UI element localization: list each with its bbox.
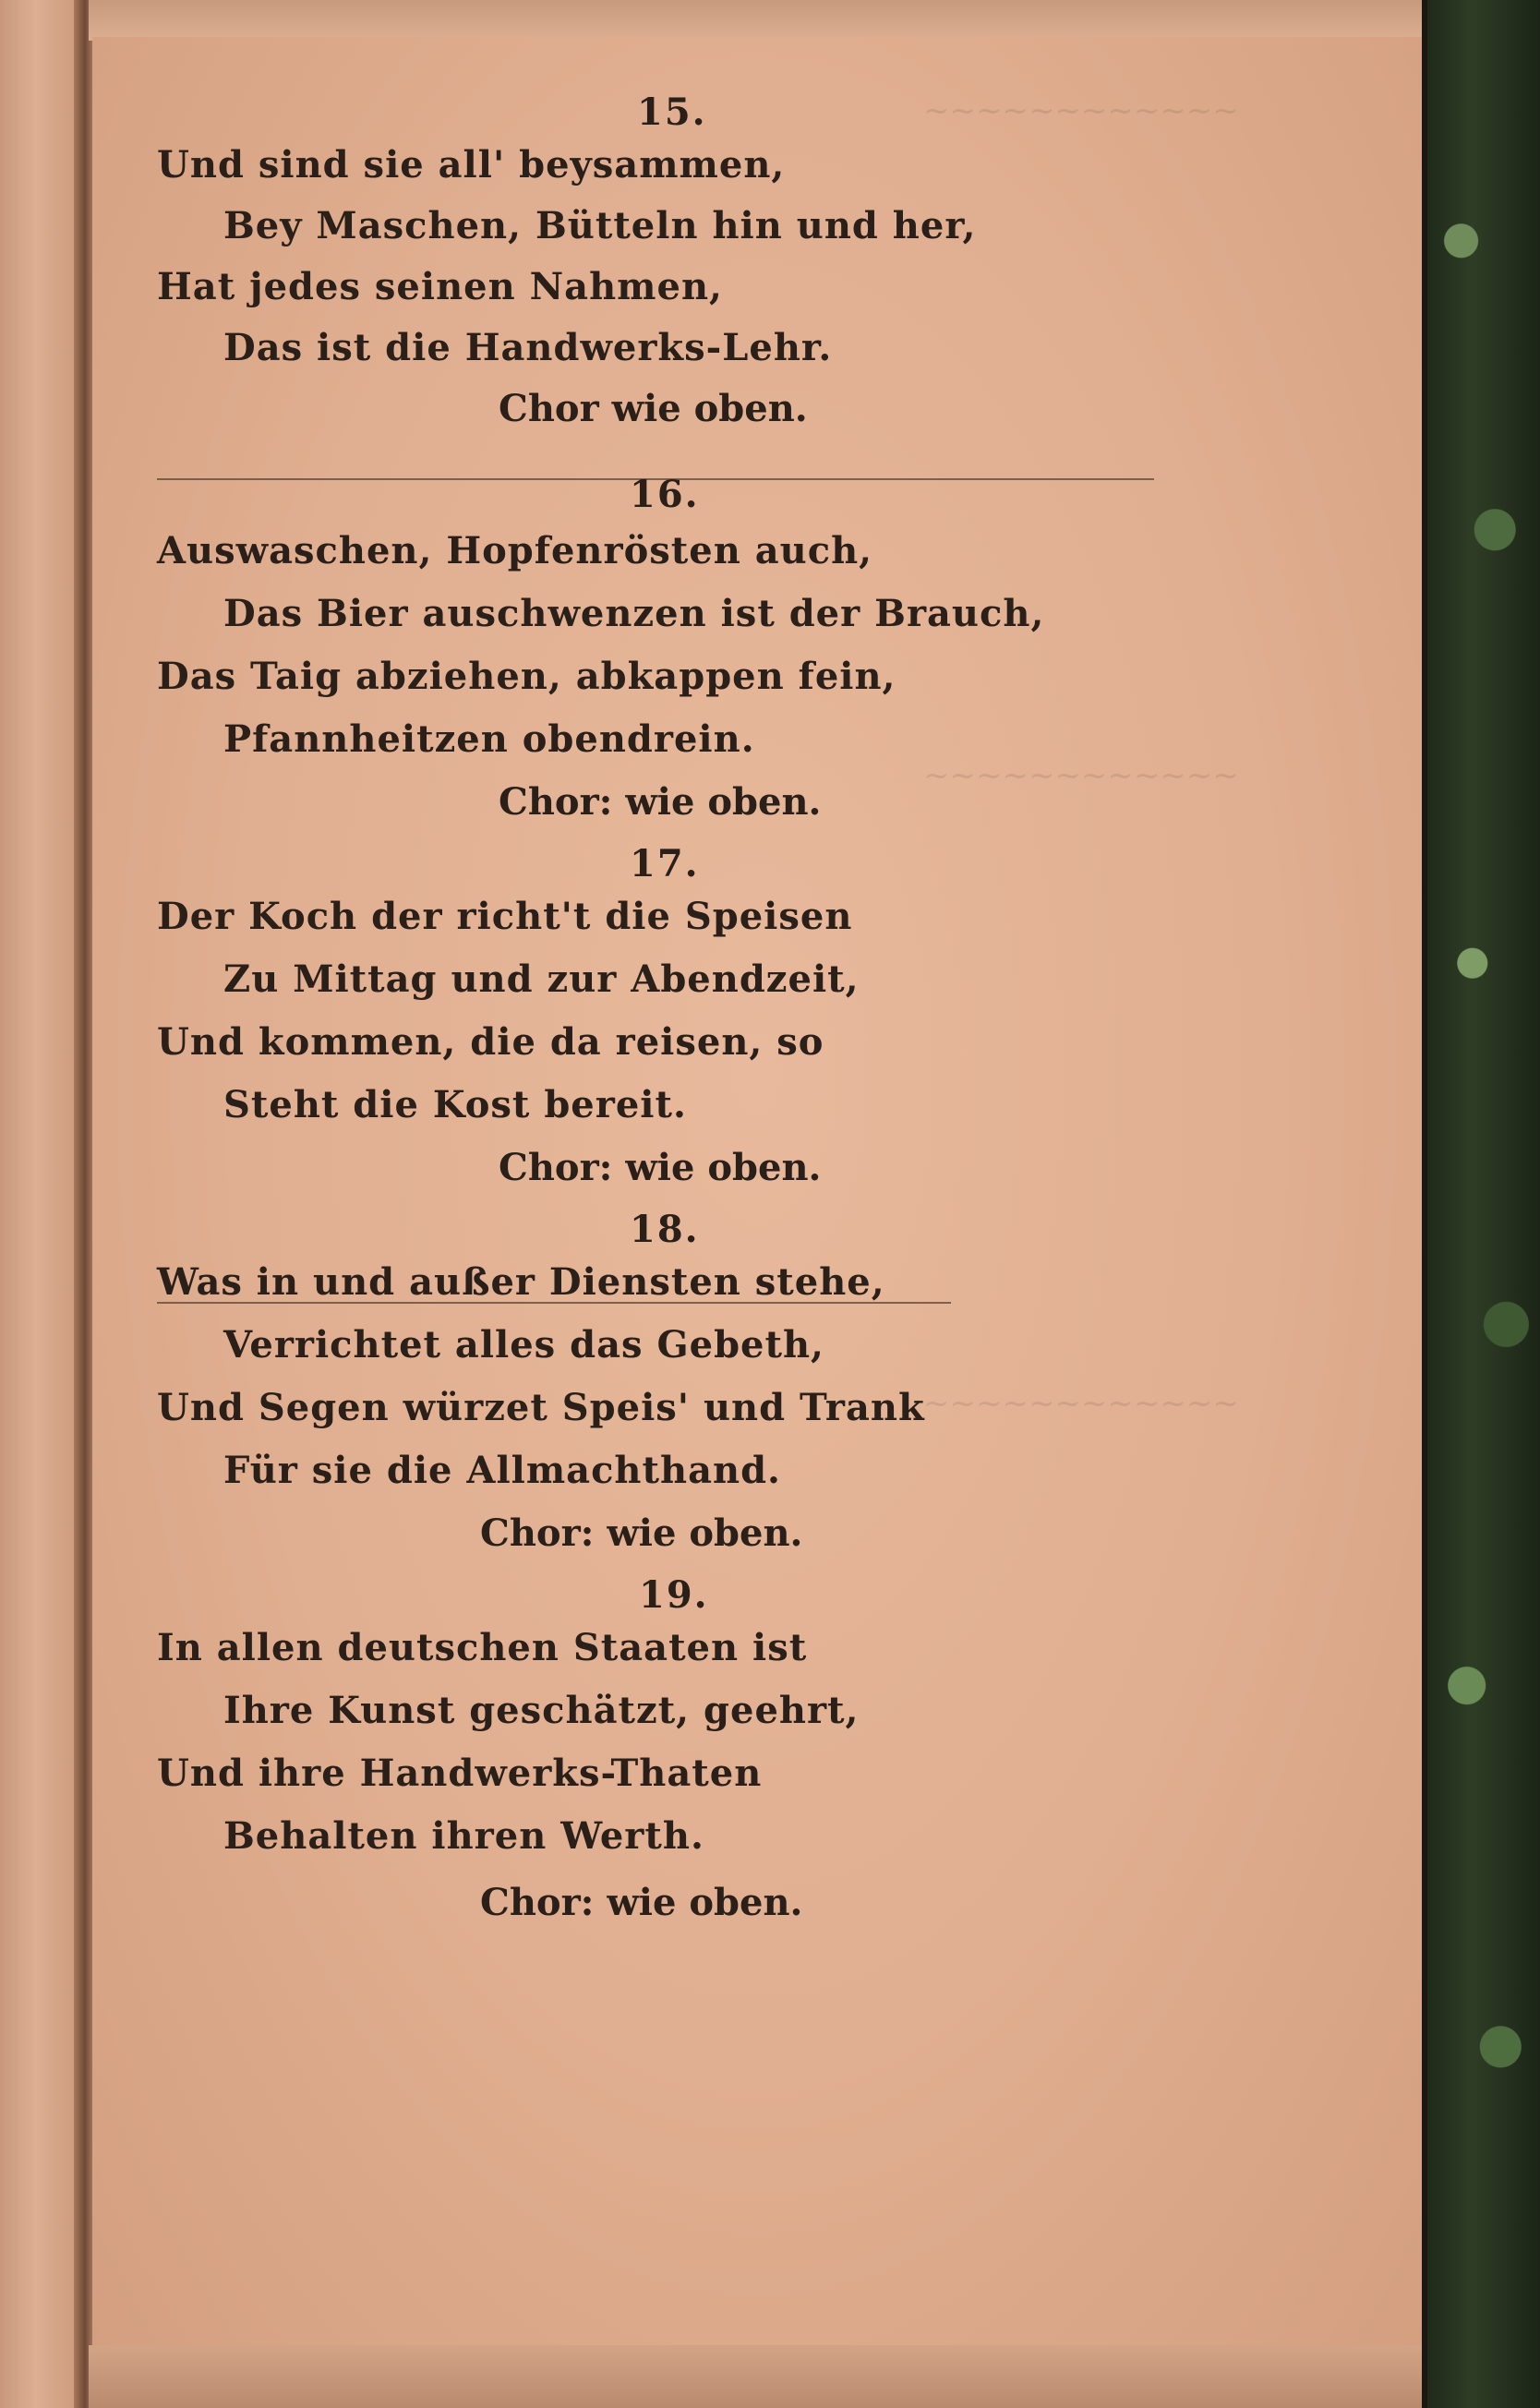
verse-line: Das Bier auschwenzen ist der Brauch, — [223, 592, 1045, 635]
stanza-number: 17. — [630, 842, 700, 885]
chorus-line: Chor: wie oben. — [499, 780, 822, 824]
stanza-number: 16. — [630, 473, 700, 516]
verse-line: Auswaschen, Hopfenrösten auch, — [157, 529, 873, 572]
page-bottom-edge — [89, 2345, 1427, 2408]
show-through-text: ~~~~~~~~~~~~ — [923, 92, 1239, 129]
verse-line: Für sie die Allmachthand. — [223, 1449, 781, 1492]
verse-line: Pfannheitzen obendrein. — [223, 717, 755, 761]
show-through-text: ~~~~~~~~~~~~ — [923, 757, 1239, 794]
chorus-line: Chor wie oben. — [499, 387, 808, 430]
verse-line: Das Taig abziehen, abkappen fein, — [157, 655, 896, 698]
chorus-line: Chor: wie oben. — [480, 1881, 803, 1924]
verse-line: Zu Mittag und zur Abendzeit, — [223, 957, 860, 1001]
verse-line: Hat jedes seinen Nahmen, — [157, 265, 723, 308]
page-top-edge — [89, 0, 1427, 41]
verse-line: Was in und außer Diensten stehe, — [157, 1260, 885, 1304]
verse-line: Bey Maschen, Bütteln hin und her, — [223, 204, 977, 247]
verse-line: Ihre Kunst geschätzt, geehrt, — [223, 1689, 860, 1732]
chorus-line: Chor: wie oben. — [499, 1146, 822, 1189]
verse-line: Das ist die Handwerks-Lehr. — [223, 326, 833, 369]
verse-line: Und Segen würzet Speis' und Trank — [157, 1386, 925, 1429]
verse-line: Der Koch der richt't die Speisen — [157, 895, 853, 938]
stanza-number: 15. — [637, 90, 707, 134]
verse-line: Steht die Kost bereit. — [223, 1083, 687, 1126]
verse-line: Und ihre Handwerks-Thaten — [157, 1752, 763, 1795]
chorus-line: Chor: wie oben. — [480, 1511, 803, 1555]
stanza-number: 18. — [630, 1208, 700, 1251]
marbled-cover — [1427, 0, 1540, 2408]
verse-line: Verrichtet alles das Gebeth, — [223, 1323, 824, 1367]
verse-line: Und kommen, die da reisen, so — [157, 1020, 824, 1064]
verse-line: Und sind sie all' beysammen, — [157, 143, 786, 187]
verse-line: Behalten ihren Werth. — [223, 1814, 704, 1858]
stanza-number: 19. — [639, 1573, 709, 1617]
verse-line: In allen deutschen Staaten ist — [157, 1626, 808, 1669]
show-through-text: ~~~~~~~~~~~~ — [923, 1385, 1239, 1422]
